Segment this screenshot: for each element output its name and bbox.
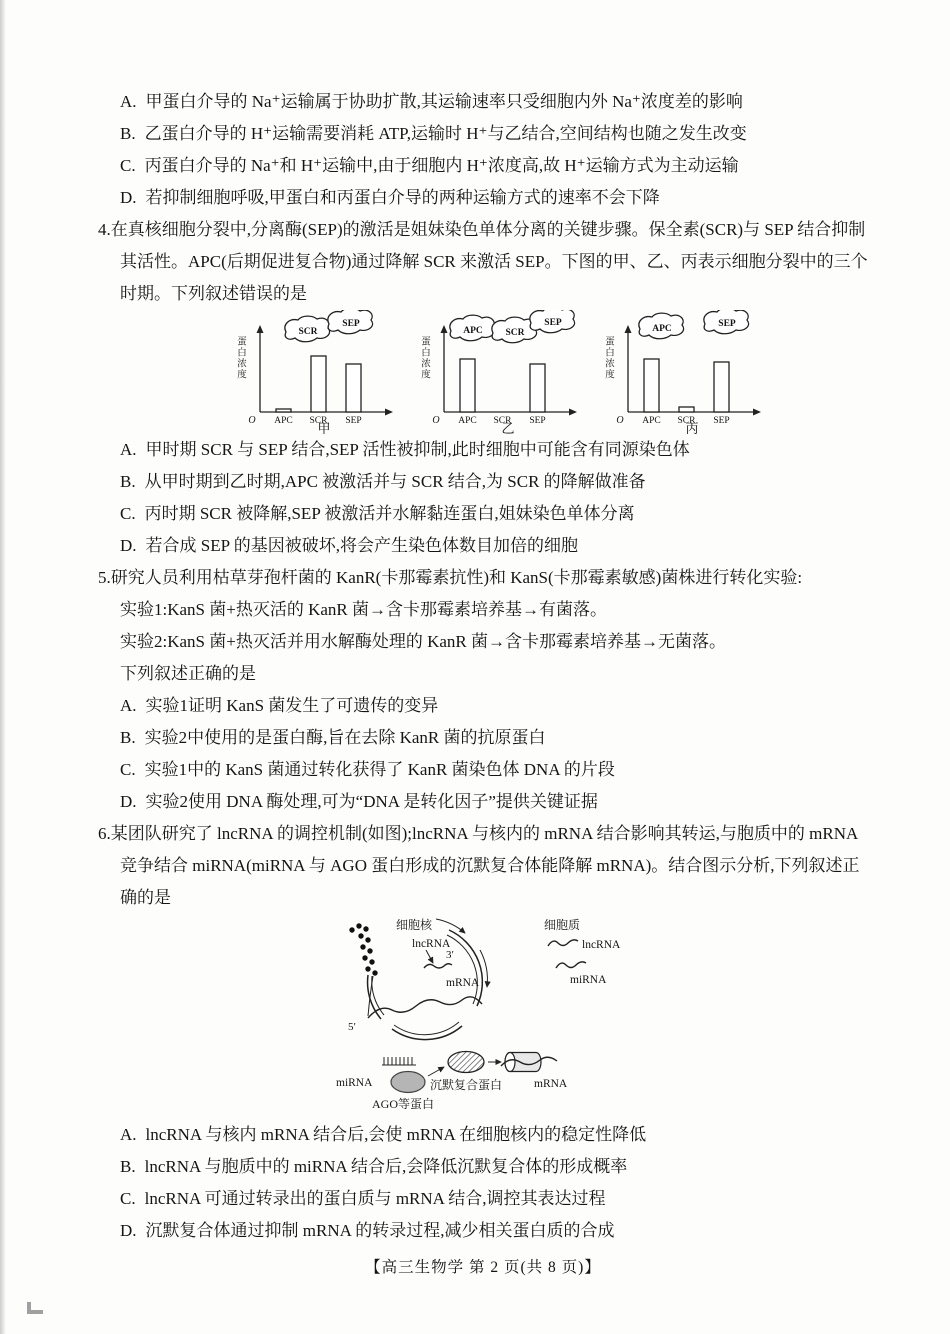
- question-stem-text: 某团队研究了 lncRNA 的调控机制(如图);lncRNA 与核内的 mRNA 结合影响其转运,与胞质中的 mRNA 竞争结合 miRNA(miRNA 与 AGO 蛋白形成的沉默复合体能降解 mRNA)。结合图示分析,下列叙述正确的是: [110, 824, 860, 907]
- option-line: [98, 434, 868, 466]
- bar-chart-jia: [244, 310, 394, 434]
- option-line: [98, 754, 868, 786]
- question-stem: [98, 562, 868, 594]
- q4-chart-panel-jia: [236, 310, 394, 434]
- origin-label: O: [616, 415, 624, 426]
- panel-caption: 乙: [501, 421, 515, 434]
- blob-label: SEP: [342, 319, 360, 329]
- blob-label: SEP: [718, 319, 736, 329]
- option-line: [98, 722, 868, 754]
- blob-label: SEP: [544, 318, 562, 328]
- mrna-wave-nuclear: [368, 997, 482, 1018]
- question-stem-text: 研究人员利用枯草芽孢杆菌的 KanR(卡那霉素抗性)和 KanS(卡那霉素敏感)菌株进行转化实验:: [110, 568, 803, 587]
- chromatin-bead-chain: [349, 923, 377, 975]
- lncrna-cyto-label: lncRNA: [582, 939, 621, 951]
- mrna-bottom-label: mRNA: [534, 1078, 568, 1090]
- bar-apc: [644, 359, 659, 412]
- panel-caption: 丙: [685, 421, 699, 434]
- x-tick: SCR: [677, 416, 696, 426]
- question-number: 5.: [98, 568, 111, 587]
- x-tick: APC: [458, 416, 477, 426]
- option-text: 实验1中的 KanS 菌通过转化获得了 KanR 菌染色体 DNA 的片段: [144, 760, 615, 779]
- option-line: [98, 182, 868, 214]
- option-line: [98, 86, 868, 118]
- question-number: 4.: [98, 220, 111, 239]
- scan-corner-mark: [27, 1302, 43, 1314]
- option-line: [98, 466, 868, 498]
- option-label: C.: [120, 504, 136, 523]
- origin-label: O: [248, 415, 256, 426]
- three-prime-label: 3′: [446, 949, 454, 961]
- ago-protein-blob: [391, 1072, 425, 1093]
- bar-sep: [714, 362, 729, 412]
- blob-label: APC: [463, 326, 483, 336]
- mirna-comb-glyph: [382, 1057, 416, 1065]
- scan-edge-shadow: [0, 0, 6, 1334]
- experiment-line-2: 实验2:KanS 菌+热灭活并用水解酶处理的 KanR 菌→含卡那霉素培养基→无菌落。: [120, 632, 726, 651]
- q3-options: [98, 86, 868, 214]
- option-text: 丙蛋白介导的 Na⁺和 H⁺运输中,由于细胞内 H⁺浓度高,故 H⁺运输方式为主动运输: [144, 156, 739, 175]
- mirna-wave-cytoplasm: [556, 962, 586, 968]
- question-6: [98, 818, 868, 1247]
- bar-chart-yi: [428, 310, 578, 434]
- page-footer: 【高三生物学 第 2 页(共 8 页)】: [365, 1259, 601, 1276]
- five-prime-label: 5′: [348, 1021, 356, 1033]
- x-tick: SCR: [493, 416, 512, 426]
- x-axis-arrow: [385, 409, 393, 416]
- option-text: 从甲时期到乙时期,APC 被激活并与 SCR 结合,为 SCR 的降解做准备: [144, 472, 646, 491]
- y-axis-label: 蛋白浓度: [419, 336, 429, 380]
- q4-charts-row: [236, 310, 868, 434]
- x-axis-arrow: [753, 409, 761, 416]
- silencing-complex-label: 沉默复合蛋白: [430, 1078, 503, 1092]
- x-tick: SEP: [529, 416, 546, 426]
- option-line: [98, 1183, 868, 1215]
- q5-options: [98, 690, 868, 818]
- option-text: lncRNA 与核内 mRNA 结合后,会使 mRNA 在细胞核内的稳定性降低: [145, 1125, 647, 1144]
- complex-formation-arrow: [428, 1067, 444, 1076]
- ago-protein-label: AGO等蛋白: [372, 1097, 434, 1111]
- q4-chart-panel-bing: [604, 310, 762, 434]
- option-text: 若抑制细胞呼吸,甲蛋白和丙蛋白介导的两种运输方式的速率不会下降: [145, 188, 660, 207]
- mrna-nuc-label: mRNA: [446, 977, 480, 989]
- y-axis-arrow: [441, 325, 448, 333]
- lncrna-regulation-diagram: [330, 916, 660, 1112]
- option-label: D.: [120, 188, 137, 207]
- option-label: A.: [120, 92, 137, 111]
- q4-options: [98, 434, 868, 562]
- option-line: [98, 1215, 868, 1247]
- nucleus-label: 细胞核: [396, 918, 433, 932]
- option-label: B.: [120, 472, 136, 491]
- question-5: [98, 562, 868, 818]
- blob-label: APC: [652, 324, 672, 334]
- y-axis-label: 蛋白浓度: [603, 336, 613, 380]
- q6-options: [98, 1119, 868, 1247]
- x-tick: APC: [274, 416, 293, 426]
- bar-chart-bing: [612, 310, 762, 434]
- y-axis-arrow: [257, 325, 264, 333]
- option-text: 实验1证明 KanS 菌发生了可遗传的变异: [145, 696, 439, 715]
- option-line: [98, 786, 868, 818]
- option-text: 实验2中使用的是蛋白酶,旨在去除 KanR 菌的抗原蛋白: [144, 728, 546, 747]
- option-text: 沉默复合体通过抑制 mRNA 的转录过程,减少相关蛋白质的合成: [145, 1221, 615, 1240]
- cytoplasm-label: 细胞质: [544, 918, 581, 932]
- y-axis-arrow: [625, 325, 632, 333]
- lncrna-nuc-label: lncRNA: [412, 938, 451, 950]
- option-label: B.: [120, 1157, 136, 1176]
- x-tick: SEP: [713, 416, 730, 426]
- option-line: [98, 150, 868, 182]
- question-stem: [98, 214, 868, 310]
- option-label: B.: [120, 124, 136, 143]
- option-text: lncRNA 可通过转录出的蛋白质与 mRNA 结合,调控其表达过程: [144, 1189, 606, 1208]
- x-tick: APC: [642, 416, 661, 426]
- bar-sep: [530, 364, 545, 412]
- question-number: 6.: [98, 824, 111, 843]
- bar-apc: [276, 409, 291, 412]
- question-stem: [98, 818, 868, 914]
- bar-scr: [679, 407, 694, 412]
- x-tick: SCR: [309, 416, 328, 426]
- option-label: C.: [120, 760, 136, 779]
- lncrna-wave-nuclear: [424, 964, 452, 968]
- option-label: C.: [120, 1189, 136, 1208]
- mirna-bottom-label: miRNA: [336, 1077, 373, 1089]
- lncrna-pointer-arrow: [426, 950, 433, 963]
- question-lead-in: 下列叙述正确的是: [120, 664, 256, 683]
- option-text: 甲蛋白介导的 Na⁺运输属于协助扩散,其运输速率只受细胞内外 Na⁺浓度差的影响: [145, 92, 743, 111]
- bar-scr: [311, 356, 326, 412]
- option-line: [98, 690, 868, 722]
- option-label: A.: [120, 440, 137, 459]
- option-line: [98, 530, 868, 562]
- option-text: 若合成 SEP 的基因被破坏,将会产生染色体数目加倍的细胞: [145, 536, 578, 555]
- bar-apc: [460, 359, 475, 412]
- bar-sep: [346, 364, 361, 412]
- option-line: [98, 1119, 868, 1151]
- origin-label: O: [432, 415, 440, 426]
- question-4: [98, 214, 868, 562]
- option-label: D.: [120, 536, 137, 555]
- option-line: [98, 1151, 868, 1183]
- option-line: [98, 118, 868, 150]
- option-text: 丙时期 SCR 被降解,SEP 被激活并水解黏连蛋白,姐妹染色单体分离: [144, 504, 635, 523]
- question-stem-text: 在真核细胞分裂中,分离酶(SEP)的激活是姐妹染色单体分离的关键步骤。保全素(SCR)与 SEP 结合抑制其活性。APC(后期促进复合物)通过降解 SCR 来激活 SEP。下图的甲、乙、丙表示细胞分裂中的三个时期。下列叙述错误的是: [110, 220, 868, 303]
- q4-chart-panel-yi: [420, 310, 578, 434]
- panel-caption: 甲: [317, 421, 331, 434]
- blob-label: SCR: [298, 327, 318, 337]
- y-axis-label: 蛋白浓度: [235, 336, 245, 380]
- mrna-cylinder: [501, 1053, 557, 1072]
- option-label: D.: [120, 792, 137, 811]
- option-label: A.: [120, 1125, 137, 1144]
- experiment-line-1: 实验1:KanS 菌+热灭活的 KanR 菌→含卡那霉素培养基→有菌落。: [120, 600, 607, 619]
- option-line: [98, 498, 868, 530]
- option-label: D.: [120, 1221, 137, 1240]
- mirna-cyto-label: miRNA: [570, 974, 607, 986]
- option-text: lncRNA 与胞质中的 miRNA 结合后,会降低沉默复合体的形成概率: [144, 1157, 628, 1176]
- option-text: 乙蛋白介导的 H⁺运输需要消耗 ATP,运输时 H⁺与乙结合,空间结构也随之发生改变: [144, 124, 747, 143]
- option-label: C.: [120, 156, 136, 175]
- x-axis-arrow: [569, 409, 577, 416]
- option-text: 实验2使用 DNA 酶处理,可为“DNA 是转化因子”提供关键证据: [145, 792, 598, 811]
- x-tick: SEP: [345, 416, 362, 426]
- blob-label: SCR: [505, 328, 525, 338]
- option-label: B.: [120, 728, 136, 747]
- option-label: A.: [120, 696, 137, 715]
- silencing-complex-blob: [448, 1052, 484, 1073]
- lncrna-wave-cytoplasm: [548, 940, 578, 946]
- option-text: 甲时期 SCR 与 SEP 结合,SEP 活性被抑制,此时细胞中可能含有同源染色体: [145, 440, 690, 459]
